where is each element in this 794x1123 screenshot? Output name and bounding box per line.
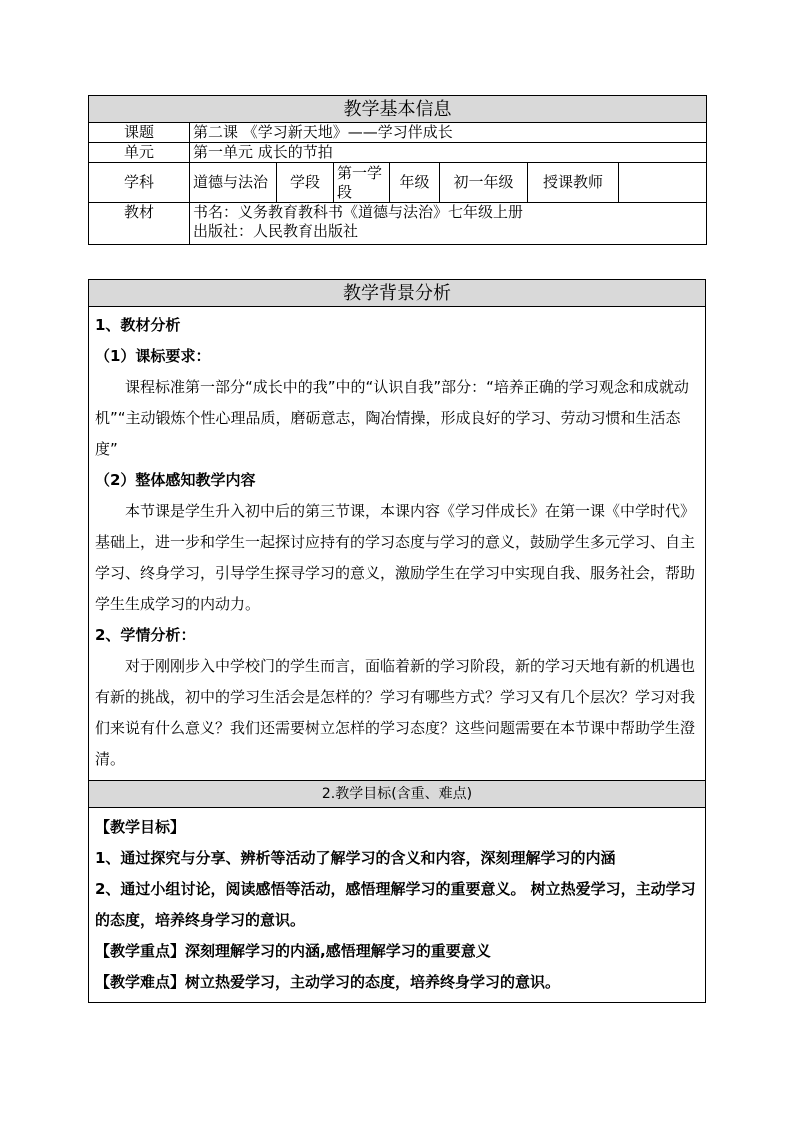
goal-2: 2、通过小组讨论，阅读感悟等活动，感悟理解学习的重要意义。 树立热爱学习，主动学习的态度，培养终身学习的意识。	[95, 880, 696, 929]
material-label: 教材	[89, 203, 190, 245]
heading-material-analysis: 1、教材分析	[95, 316, 181, 334]
goals-label: 【教学目标】	[95, 818, 186, 836]
goal-1: 1、通过探究与分享、辨析等活动了解学习的含义和内容，深刻理解学习的内涵	[95, 849, 616, 867]
paragraph-content: 本节课是学生升入初中后的第三节课，本课内容《学习伴成长》在第一课《中学时代》基础上，进一步和学生一起探讨应持有的学习态度与学习的意义，鼓励学生多元学习、自主学习、终身学习，引导学生探寻学习的意义，激励学生在学习中实现自我、服务社会，帮助学生生成学习的内动力。	[95, 502, 696, 613]
subject-value: 道德与法治	[190, 163, 277, 203]
basic-info-title: 教学基本信息	[89, 96, 707, 123]
grade-label: 年级	[390, 163, 440, 203]
teacher-value	[619, 163, 707, 203]
key-point: 【教学重点】深刻理解学习的内涵,感悟理解学习的重要意义	[95, 942, 491, 960]
subject-label: 学科	[89, 163, 190, 203]
background-content	[89, 307, 706, 781]
heading-curriculum-requirement: （1）课标要求：	[95, 347, 211, 365]
difficult-point: 【教学难点】树立热爱学习，主动学习的态度，培养终身学习的意识。	[95, 973, 561, 991]
topic-label: 课题	[89, 123, 190, 143]
background-title: 教学背景分析	[89, 280, 706, 307]
topic-value: 第二课 《学习新天地》——学习伴成长	[190, 123, 707, 143]
stage-value: 第一学段	[334, 163, 390, 203]
material-publisher: 出版社：人民教育出版社	[193, 222, 359, 240]
goals-content	[89, 808, 706, 1003]
paragraph-curriculum: 课程标准第一部分“成长中的我”中的“认识自我”部分：“培养正确的学习观念和成就动机”“主动锻炼个性心理品质，磨砺意志，陶冶情操，形成良好的学习、劳动习惯和生活态度”	[95, 378, 689, 458]
unit-value: 第一单元 成长的节拍	[190, 143, 707, 163]
teacher-label: 授课教师	[528, 163, 619, 203]
heading-learner-analysis: 2、学情分析：	[95, 626, 196, 644]
basic-info-table	[88, 95, 707, 245]
stage-label: 学段	[277, 163, 334, 203]
goals-title: 2.教学目标(含重、难点)	[89, 781, 706, 808]
paragraph-learners: 对于刚刚步入中学校门的学生而言，面临着新的学习阶段，新的学习天地有新的机遇也有新的挑战，初中的学习生活会是怎样的？学习有哪些方式？学习又有几个层次？学习对我们来说有什么意义？我们还需要树立怎样的学习态度？这些问题需要在本节课中帮助学生澄清。	[95, 657, 696, 768]
unit-label: 单元	[89, 143, 190, 163]
material-book: 书名：义务教育教科书《道德与法治》七年级上册	[193, 203, 524, 221]
material-value	[190, 203, 707, 245]
heading-overall-content: （2）整体感知教学内容	[95, 471, 256, 489]
background-table	[88, 279, 706, 1003]
grade-value: 初一年级	[440, 163, 528, 203]
